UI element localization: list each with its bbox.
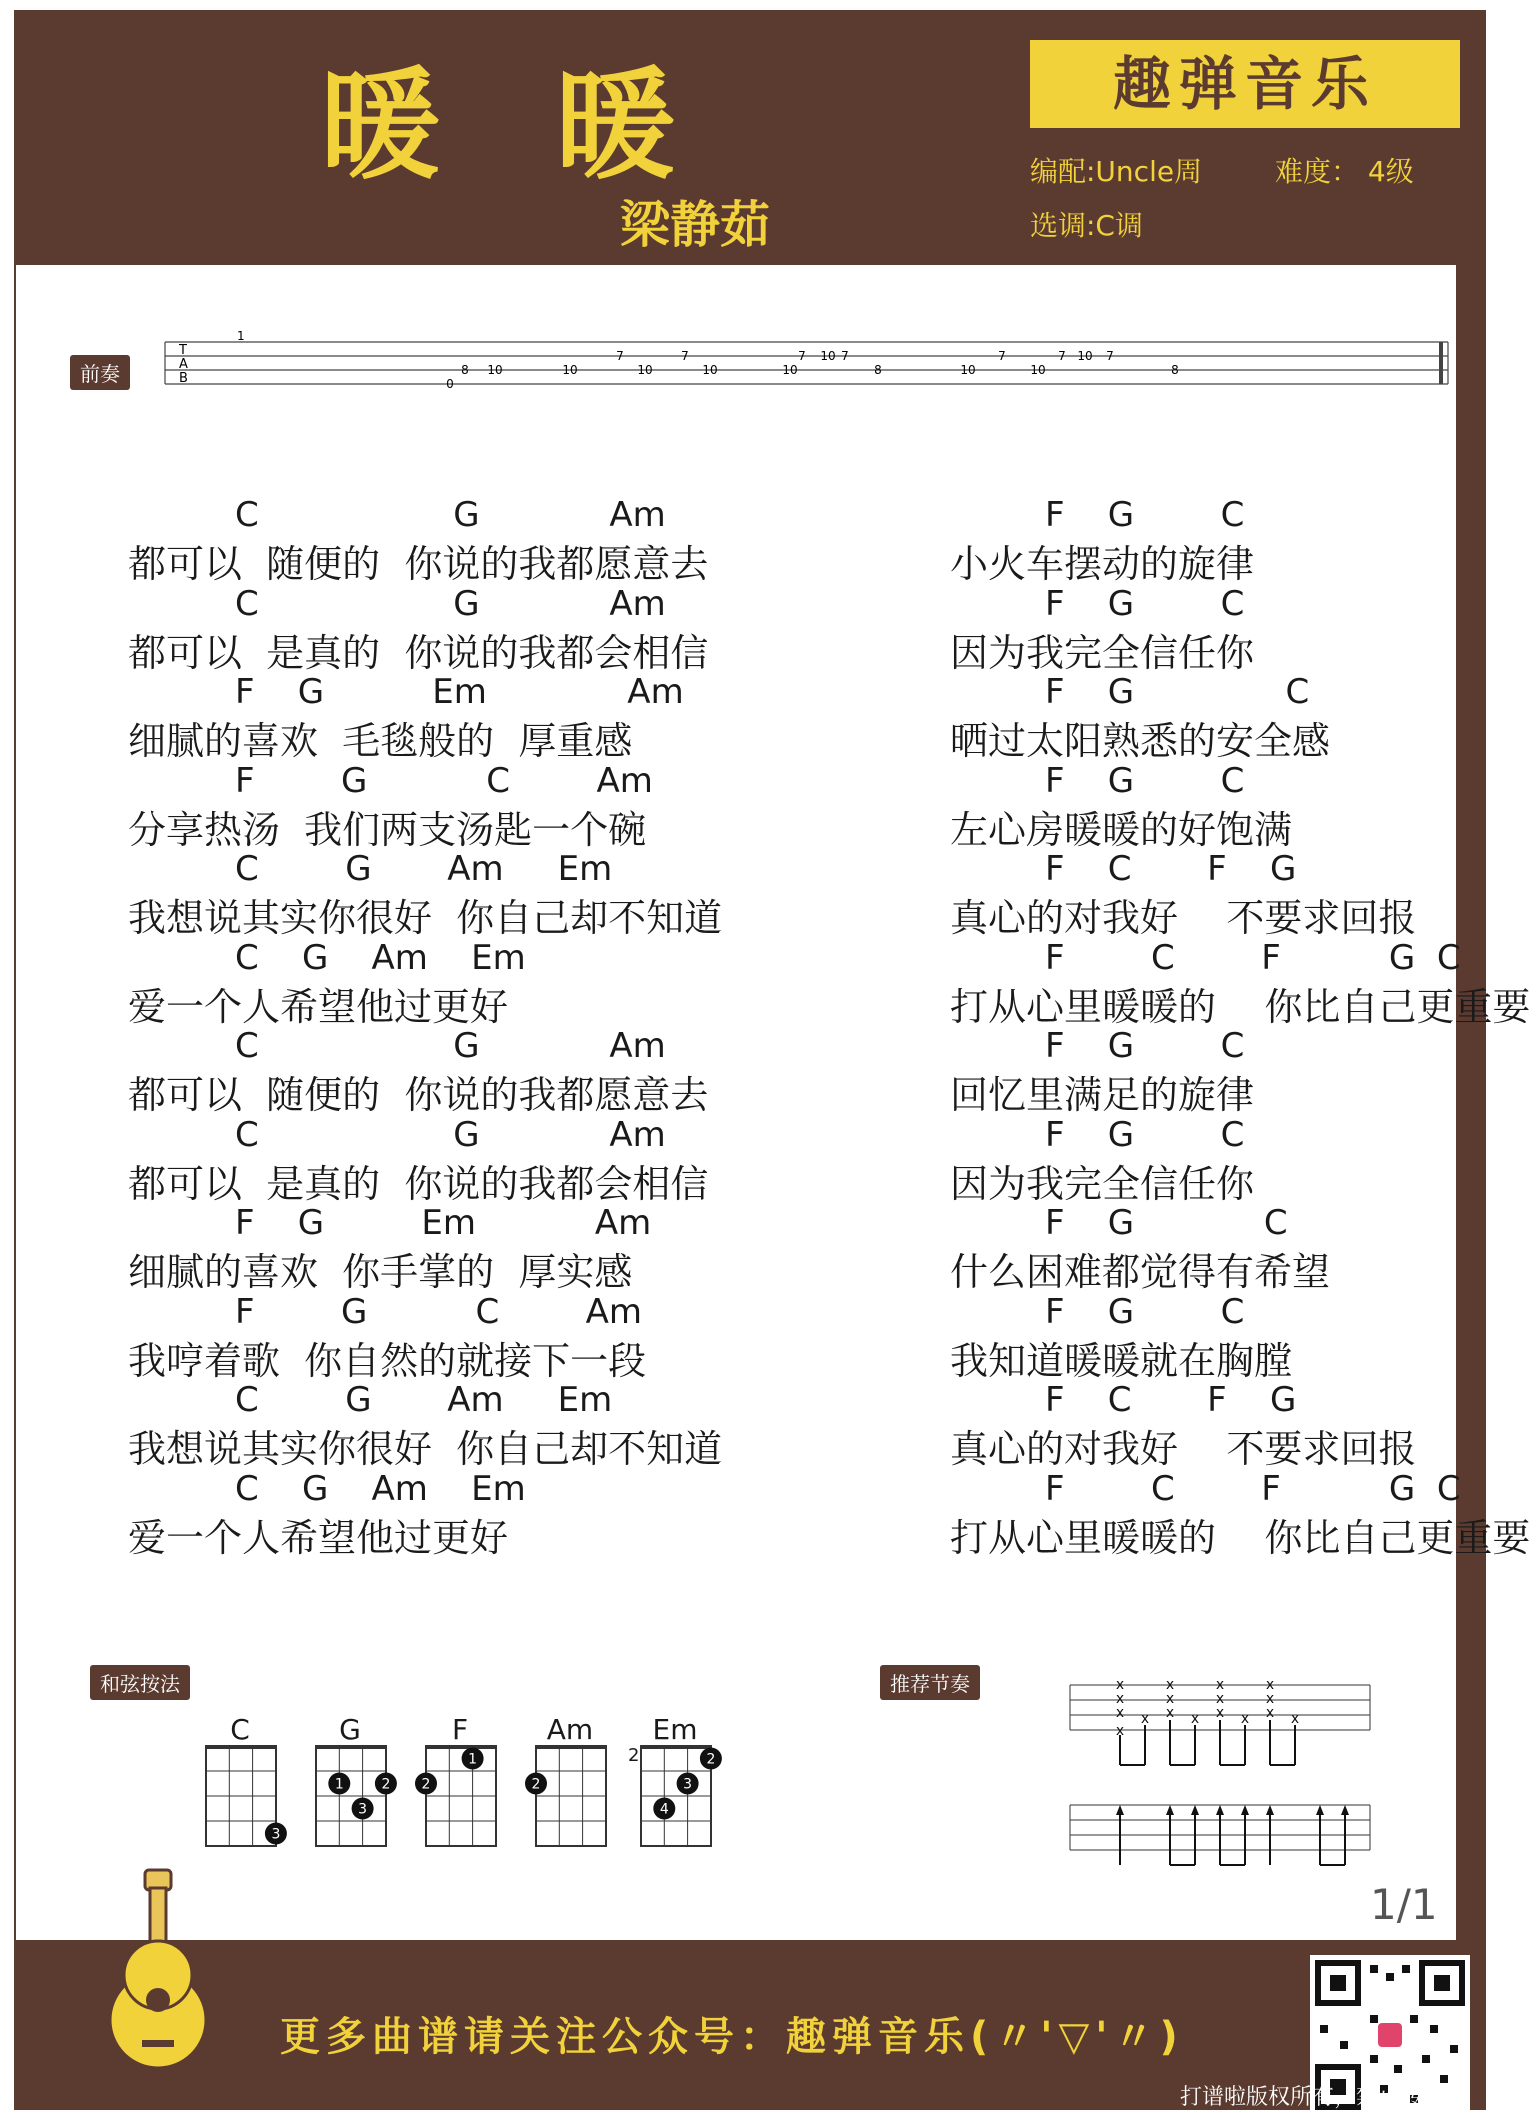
lyric-line: 晒过太阳熟悉的安全感 xyxy=(950,719,1331,763)
artist-name: 梁静茹 xyxy=(620,196,770,254)
chord-line: C G Am Em xyxy=(235,849,613,889)
tab-fret-number: 7 xyxy=(1058,349,1066,363)
lyric-line: 爱一个人希望他过更好 xyxy=(128,984,509,1029)
chord-fingering-label: 和弦按法 xyxy=(90,1665,190,1700)
chord-line: C G Am xyxy=(235,1114,666,1155)
tab-fret-number: 0 xyxy=(446,377,454,391)
tab-fret-number: 7 xyxy=(841,349,849,363)
chord-line: F G C xyxy=(1045,495,1245,535)
chord-chart-name: C xyxy=(230,1713,250,1746)
svg-text:3: 3 xyxy=(271,1826,281,1843)
tab-fret-number: 10 xyxy=(487,363,503,377)
chord-line: F C F G xyxy=(1045,849,1297,889)
svg-text:x: x xyxy=(1265,1691,1275,1707)
rhythm-pattern xyxy=(1070,1665,1375,1880)
tab-fret-number: 7 xyxy=(798,349,806,363)
chord-chart-name: G xyxy=(339,1713,361,1746)
tab-fret-number: 8 xyxy=(1171,363,1179,377)
intro-label: 前奏 xyxy=(70,355,130,390)
chord-chart-name: F xyxy=(451,1713,469,1746)
chord-line: F C F G C xyxy=(1045,1468,1461,1509)
chord-line: C G Am xyxy=(235,495,666,535)
chord-line: F G C xyxy=(1045,1026,1245,1066)
svg-text:x: x xyxy=(1240,1711,1250,1727)
svg-text:x: x xyxy=(1115,1691,1125,1707)
chord-line: F G C xyxy=(1045,672,1310,712)
lyric-line: 打从心里暖暖的 你比自己更重要 xyxy=(950,1515,1530,1560)
lyric-line: 我哼着歌 你自然的就接下一段 xyxy=(128,1338,647,1383)
svg-text:x: x xyxy=(1115,1677,1125,1693)
tab-fret-number: 10 xyxy=(637,363,653,377)
lyric-line: 打从心里暖暖的 你比自己更重要 xyxy=(950,984,1530,1029)
tab-fret-number: 8 xyxy=(461,363,469,377)
chord-line: C G Am xyxy=(235,583,666,624)
chord-line: F G C xyxy=(1045,760,1245,801)
svg-text:2: 2 xyxy=(531,1776,541,1793)
tab-fret-number: 10 xyxy=(562,363,578,377)
lyric-line: 什么困难都觉得有希望 xyxy=(950,1250,1331,1294)
chord-line: F G Em Am xyxy=(235,1203,652,1243)
tab-fret-number: 10 xyxy=(960,363,976,377)
song-title-char-2: 暖 xyxy=(555,57,677,196)
intro-tab-staff xyxy=(165,329,1450,442)
svg-text:x: x xyxy=(1265,1705,1275,1721)
tab-fret-number: 10 xyxy=(820,349,836,363)
ukulele-icon xyxy=(90,1860,230,2090)
chord-line: F C F G xyxy=(1045,1380,1297,1420)
lyric-line: 分享热汤 我们两支汤匙一个碗 xyxy=(128,807,647,852)
chord-chart-name: Em xyxy=(652,1713,698,1746)
chord-line: F G C Am xyxy=(235,1291,643,1332)
chord-chart-name: Am xyxy=(546,1713,594,1746)
svg-text:x: x xyxy=(1215,1705,1225,1721)
chord-line: C G Am xyxy=(235,1026,666,1066)
lyric-line: 爱一个人希望他过更好 xyxy=(128,1515,509,1560)
lyric-line: 我想说其实你很好 你自己却不知道 xyxy=(128,896,723,940)
lyric-line: 都可以 随便的 你说的我都愿意去 xyxy=(128,542,709,586)
chord-chart-f xyxy=(421,1713,495,1845)
chord-line: F G C xyxy=(1045,1114,1245,1155)
lyric-line: 真心的对我好 不要求回报 xyxy=(950,896,1417,940)
svg-text:x: x xyxy=(1115,1705,1125,1721)
svg-text:3: 3 xyxy=(683,1776,693,1793)
lyric-line: 因为我完全信任你 xyxy=(950,630,1255,675)
chord-chart-g xyxy=(315,1713,391,1845)
copyright-notice: 打谱啦版权所有，禁止转载 xyxy=(1180,2085,1445,2110)
key: 选调:C调 xyxy=(1030,209,1143,242)
svg-text:1: 1 xyxy=(468,1751,478,1768)
svg-text:3: 3 xyxy=(358,1801,368,1818)
tab-a: A xyxy=(179,357,188,372)
svg-text:x: x xyxy=(1165,1705,1175,1721)
svg-text:2: 2 xyxy=(381,1776,391,1793)
arranger: 编配:Uncle周 xyxy=(1030,155,1203,188)
svg-text:2: 2 xyxy=(421,1776,431,1793)
lyric-line: 都可以 随便的 你说的我都愿意去 xyxy=(128,1073,709,1117)
chord-chart-c xyxy=(205,1713,281,1845)
chord-line: C G Am Em xyxy=(235,1380,613,1420)
svg-text:x: x xyxy=(1190,1711,1200,1727)
lyric-line: 都可以 是真的 你说的我都会相信 xyxy=(128,630,709,675)
tab-fret-number: 10 xyxy=(702,363,718,377)
chord-line: F G C Am xyxy=(235,760,653,801)
tab-b: B xyxy=(179,371,188,386)
tab-fret-number: 7 xyxy=(681,349,689,363)
tab-t: T xyxy=(179,343,187,358)
lyric-line: 回忆里满足的旋律 xyxy=(950,1073,1255,1117)
tab-fret-number: 8 xyxy=(874,363,882,377)
chord-line: F G Em Am xyxy=(235,672,684,712)
tab-fret-number: 7 xyxy=(1106,349,1114,363)
svg-text:x: x xyxy=(1265,1677,1275,1693)
svg-text:1: 1 xyxy=(334,1776,344,1793)
chord-line: F G C xyxy=(1045,583,1245,624)
brand-logo: 趣弹音乐 xyxy=(1030,40,1460,128)
svg-text:x: x xyxy=(1140,1711,1150,1727)
difficulty: 难度： 4级 xyxy=(1275,155,1414,188)
lyric-line: 都可以 是真的 你说的我都会相信 xyxy=(128,1161,709,1206)
tab-fret-number: 7 xyxy=(998,349,1006,363)
lyric-line: 左心房暖暖的好饱满 xyxy=(950,807,1293,852)
tab-fret-number: 10 xyxy=(1077,349,1093,363)
svg-text:x: x xyxy=(1165,1677,1175,1693)
em-fret-number: 2 xyxy=(628,1745,640,1766)
tab-fret-number: 7 xyxy=(616,349,624,363)
svg-text:4: 4 xyxy=(659,1801,669,1818)
lyric-line: 我知道暖暖就在胸膛 xyxy=(950,1338,1293,1383)
chord-line: F G C xyxy=(1045,1291,1245,1332)
svg-text:x: x xyxy=(1215,1677,1225,1693)
measure-number: 1 xyxy=(237,329,245,343)
chord-line: F G C xyxy=(1045,1203,1288,1243)
lyric-line: 真心的对我好 不要求回报 xyxy=(950,1427,1417,1471)
lyric-line: 小火车摆动的旋律 xyxy=(950,542,1255,586)
chord-line: F C F G C xyxy=(1045,937,1461,978)
chord-chart-em xyxy=(640,1713,716,1845)
chord-chart-am xyxy=(531,1713,605,1845)
song-title-char-1: 暖 xyxy=(320,57,442,196)
chord-line: C G Am Em xyxy=(235,937,526,978)
lyric-line: 因为我完全信任你 xyxy=(950,1161,1255,1206)
lyric-line: 我想说其实你很好 你自己却不知道 xyxy=(128,1427,723,1471)
lyric-line: 细腻的喜欢 你手掌的 厚实感 xyxy=(128,1250,633,1294)
svg-text:x: x xyxy=(1115,1723,1125,1739)
svg-text:x: x xyxy=(1165,1691,1175,1707)
lyric-line: 细腻的喜欢 毛毯般的 厚重感 xyxy=(128,719,633,763)
svg-text:2: 2 xyxy=(706,1751,716,1768)
rhythm-label: 推荐节奏 xyxy=(880,1665,980,1700)
svg-text:x: x xyxy=(1215,1691,1225,1707)
tab-fret-number: 10 xyxy=(1030,363,1046,377)
svg-text:x: x xyxy=(1290,1711,1300,1727)
tab-fret-number: 10 xyxy=(782,363,798,377)
footer-text: 更多曲谱请关注公众号：趣弹音乐(〃'▽'〃) xyxy=(280,2014,1184,2060)
chord-line: C G Am Em xyxy=(235,1468,526,1509)
page-number: 1/1 xyxy=(1370,1880,1438,1929)
